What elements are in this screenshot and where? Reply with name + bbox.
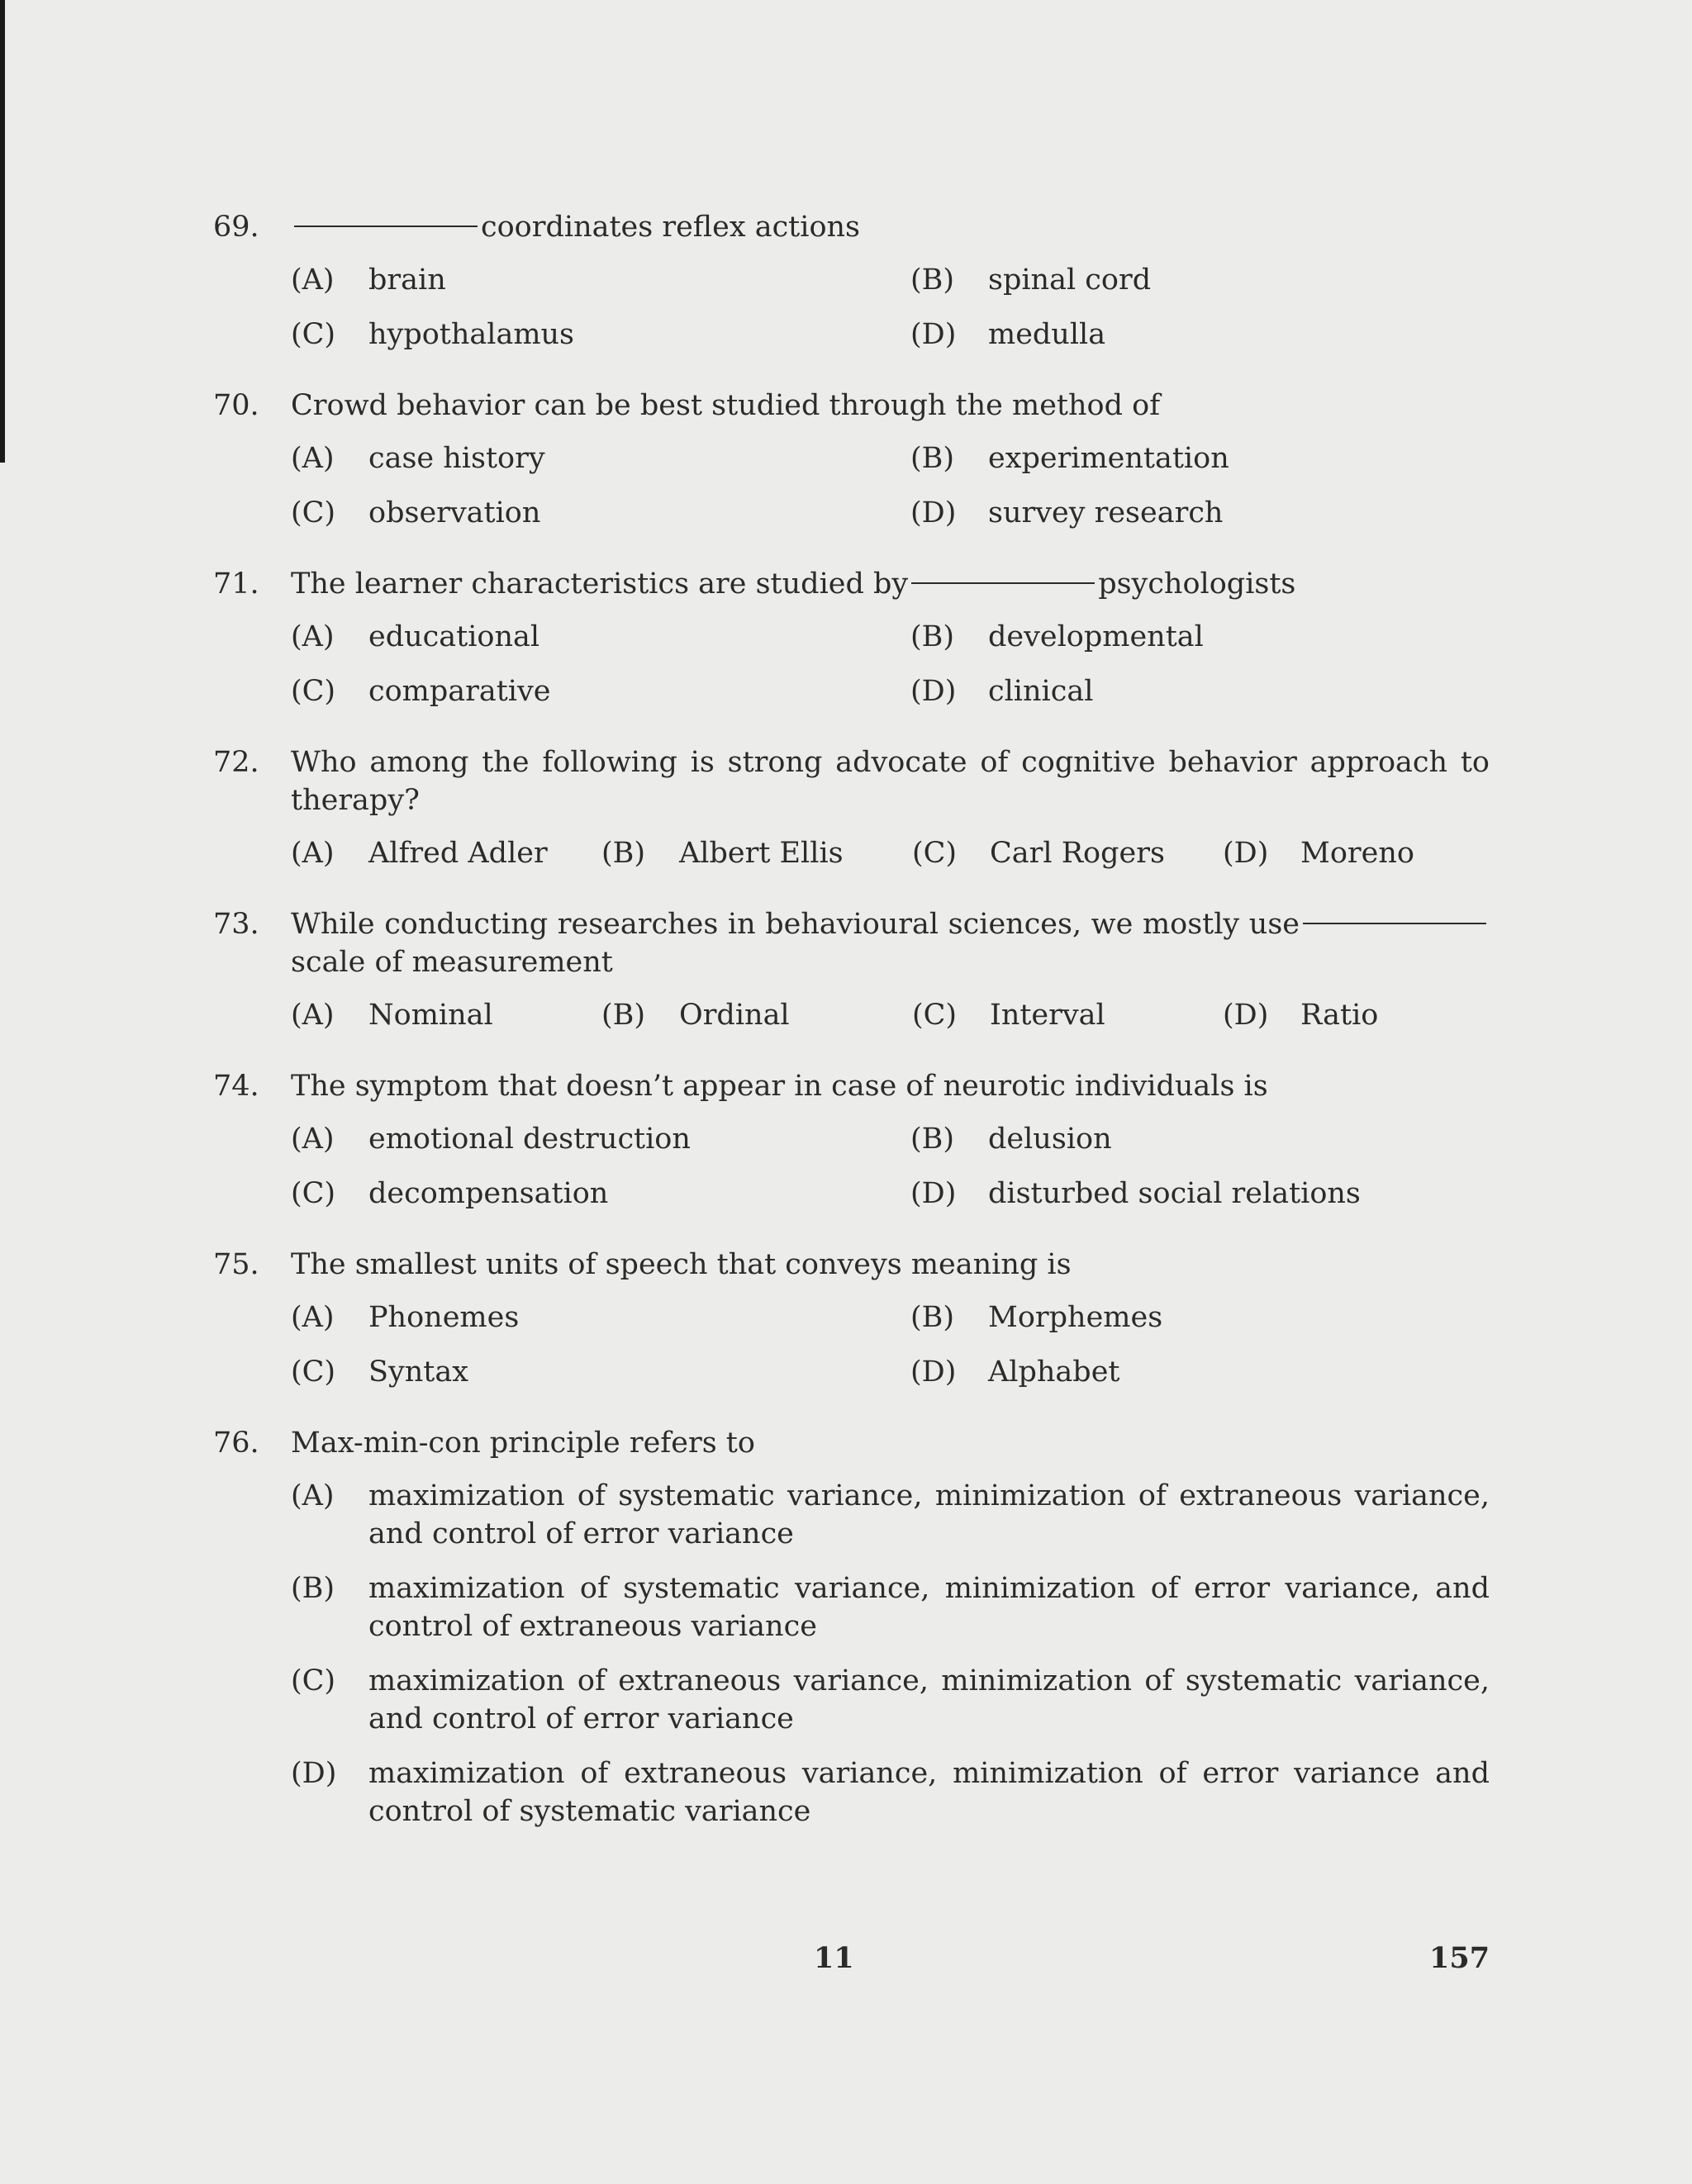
answer-option — [291, 996, 601, 1034]
option-letter: (D) — [910, 496, 957, 529]
question-text-before-blank: Max-min-con principle refers to — [291, 1427, 755, 1460]
answer-option — [910, 439, 1530, 477]
option-text: experimentation — [988, 442, 1229, 475]
option-letter: (C) — [291, 675, 336, 708]
question-text-before-blank: The smallest units of speech that conveys meaning is — [291, 1248, 1072, 1281]
option-letter: (D) — [910, 318, 957, 351]
option-letter: (A) — [291, 620, 335, 653]
question-number: 70. — [213, 389, 259, 422]
option-letter: (C) — [291, 318, 336, 351]
question-item — [213, 387, 1490, 532]
question-number: 73. — [213, 908, 259, 941]
option-letter: (B) — [601, 999, 646, 1032]
option-text: disturbed social relations — [988, 1177, 1361, 1210]
answer-options — [291, 618, 1490, 710]
question-text — [291, 743, 1490, 819]
question-text-before-blank: Crowd behavior can be best studied through the method of — [291, 389, 1161, 422]
option-text: maximization of systematic variance, minimization of extraneous variance, and control of error variance — [368, 1479, 1490, 1550]
answer-option — [291, 1662, 1490, 1738]
option-text: Syntax — [368, 1356, 468, 1389]
answer-option — [291, 672, 910, 710]
answer-option — [291, 439, 910, 477]
answer-options — [291, 439, 1490, 532]
answer-option — [291, 618, 910, 656]
answer-option — [910, 261, 1530, 299]
option-text: Morphemes — [988, 1301, 1163, 1334]
option-text: Interval — [990, 999, 1105, 1032]
option-text: maximization of extraneous variance, minimization of systematic variance, and control of error variance — [368, 1664, 1490, 1735]
option-text: observation — [368, 496, 541, 529]
answer-options — [291, 834, 1490, 872]
fill-in-blank-line — [294, 226, 478, 227]
answer-options — [291, 261, 1490, 354]
question-text — [291, 565, 1490, 603]
answer-option — [910, 1175, 1530, 1213]
option-letter: (C) — [291, 496, 336, 529]
answer-option — [291, 1175, 910, 1213]
answer-options — [291, 1120, 1490, 1213]
question-text — [291, 208, 1490, 246]
option-letter: (D) — [291, 1757, 337, 1790]
question-number: 76. — [213, 1427, 259, 1460]
fill-in-blank-line — [911, 582, 1095, 584]
option-text: maximization of systematic variance, minimization of error variance, and control of extraneous variance — [368, 1572, 1490, 1643]
option-letter: (B) — [910, 264, 955, 297]
scan-edge-shadow — [0, 0, 5, 463]
answer-option — [291, 1299, 910, 1337]
answer-option — [291, 834, 601, 872]
question-item — [213, 208, 1490, 354]
question-text-before-blank: While conducting researches in behavioural sciences, we mostly use — [291, 908, 1300, 941]
question-text — [291, 1424, 1490, 1462]
question-item — [213, 1246, 1490, 1391]
question-stem — [213, 1246, 1490, 1284]
option-text: developmental — [988, 620, 1204, 653]
answer-option — [291, 1120, 910, 1158]
option-letter: (A) — [291, 1301, 335, 1334]
question-item — [213, 905, 1490, 1034]
question-item — [213, 1424, 1490, 1830]
option-letter: (B) — [910, 442, 955, 475]
answer-option — [910, 672, 1530, 710]
question-number: 75. — [213, 1248, 259, 1281]
question-text — [291, 387, 1490, 425]
option-text: case history — [368, 442, 545, 475]
option-text: Nominal — [368, 999, 493, 1032]
question-item — [213, 565, 1490, 710]
option-letter: (A) — [291, 1123, 335, 1156]
question-text-after-blank: scale of measurement — [291, 946, 613, 979]
question-text — [291, 905, 1490, 981]
answer-option — [291, 494, 910, 532]
answer-option — [912, 834, 1223, 872]
answer-option — [910, 1120, 1530, 1158]
option-letter: (C) — [912, 999, 958, 1032]
option-text: decompensation — [368, 1177, 609, 1210]
answer-option — [912, 996, 1223, 1034]
option-letter: (C) — [291, 1356, 336, 1389]
option-letter: (C) — [291, 1177, 336, 1210]
option-letter: (D) — [1223, 999, 1269, 1032]
option-text: Alfred Adler — [368, 837, 548, 870]
question-text-before-blank: Who among the following is strong advocate of cognitive behavior approach to therapy? — [291, 746, 1490, 817]
answer-option — [910, 316, 1530, 354]
option-text: hypothalamus — [368, 318, 575, 351]
question-stem — [213, 743, 1490, 819]
option-text: emotional destruction — [368, 1123, 691, 1156]
question-stem — [213, 1067, 1490, 1105]
question-stem — [213, 1424, 1490, 1462]
question-number: 71. — [213, 567, 259, 601]
question-number: 69. — [213, 211, 259, 244]
answer-option — [910, 494, 1530, 532]
answer-option — [291, 1477, 1490, 1553]
question-text-after-blank: psychologists — [1098, 567, 1296, 601]
answer-options — [291, 1299, 1490, 1391]
option-letter: (B) — [910, 1123, 955, 1156]
option-text: spinal cord — [988, 264, 1152, 297]
option-text: comparative — [368, 675, 551, 708]
option-letter: (D) — [910, 1356, 957, 1389]
option-text: delusion — [988, 1123, 1112, 1156]
fill-in-blank-line — [1303, 923, 1486, 924]
answer-option — [291, 261, 910, 299]
option-letter: (A) — [291, 837, 335, 870]
option-text: clinical — [988, 675, 1094, 708]
option-text: brain — [368, 264, 446, 297]
option-letter: (B) — [910, 1301, 955, 1334]
answer-option — [910, 1299, 1530, 1337]
option-letter: (A) — [291, 264, 335, 297]
question-stem — [213, 905, 1490, 981]
option-letter: (C) — [291, 1664, 336, 1697]
option-text: maximization of extraneous variance, minimization of error variance and control of systematic variance — [368, 1757, 1490, 1828]
question-stem — [213, 208, 1490, 246]
question-text-before-blank: The symptom that doesn’t appear in case of neurotic individuals is — [291, 1070, 1268, 1103]
question-text — [291, 1067, 1490, 1105]
question-text-before-blank: The learner characteristics are studied by — [291, 567, 909, 601]
answer-option — [1223, 834, 1533, 872]
booklet-code: 157 — [1429, 1941, 1490, 1975]
answer-option — [910, 1353, 1530, 1391]
option-letter: (B) — [910, 620, 955, 653]
question-item — [213, 743, 1490, 872]
option-text: survey research — [988, 496, 1224, 529]
option-text: Phonemes — [368, 1301, 520, 1334]
question-stem — [213, 387, 1490, 425]
answer-option — [601, 834, 912, 872]
option-text: medulla — [988, 318, 1106, 351]
option-text: Alphabet — [988, 1356, 1120, 1389]
option-text: Moreno — [1300, 837, 1414, 870]
answer-option — [291, 316, 910, 354]
option-letter: (D) — [910, 1177, 957, 1210]
answer-option — [1223, 996, 1533, 1034]
answer-option — [291, 1754, 1490, 1830]
option-text: educational — [368, 620, 540, 653]
answer-options — [291, 1477, 1490, 1830]
option-letter: (D) — [1223, 837, 1269, 870]
question-list — [213, 208, 1490, 1864]
question-text — [291, 1246, 1490, 1284]
answer-option — [291, 1569, 1490, 1645]
option-letter: (D) — [910, 675, 957, 708]
option-text: Ordinal — [679, 999, 790, 1032]
answer-options — [291, 996, 1490, 1034]
option-letter: (A) — [291, 442, 335, 475]
option-letter: (C) — [912, 837, 958, 870]
question-number: 74. — [213, 1070, 259, 1103]
answer-option — [910, 618, 1530, 656]
option-letter: (B) — [291, 1572, 335, 1605]
option-letter: (B) — [601, 837, 646, 870]
answer-option — [291, 1353, 910, 1391]
page-number: 11 — [814, 1941, 854, 1975]
question-stem — [213, 565, 1490, 603]
option-letter: (A) — [291, 1479, 335, 1512]
question-item — [213, 1067, 1490, 1213]
question-text-after-blank: coordinates reflex actions — [481, 211, 861, 244]
option-letter: (A) — [291, 999, 335, 1032]
option-text: Albert Ellis — [679, 837, 844, 870]
option-text: Carl Rogers — [990, 837, 1165, 870]
question-number: 72. — [213, 746, 259, 779]
option-text: Ratio — [1300, 999, 1379, 1032]
answer-option — [601, 996, 912, 1034]
